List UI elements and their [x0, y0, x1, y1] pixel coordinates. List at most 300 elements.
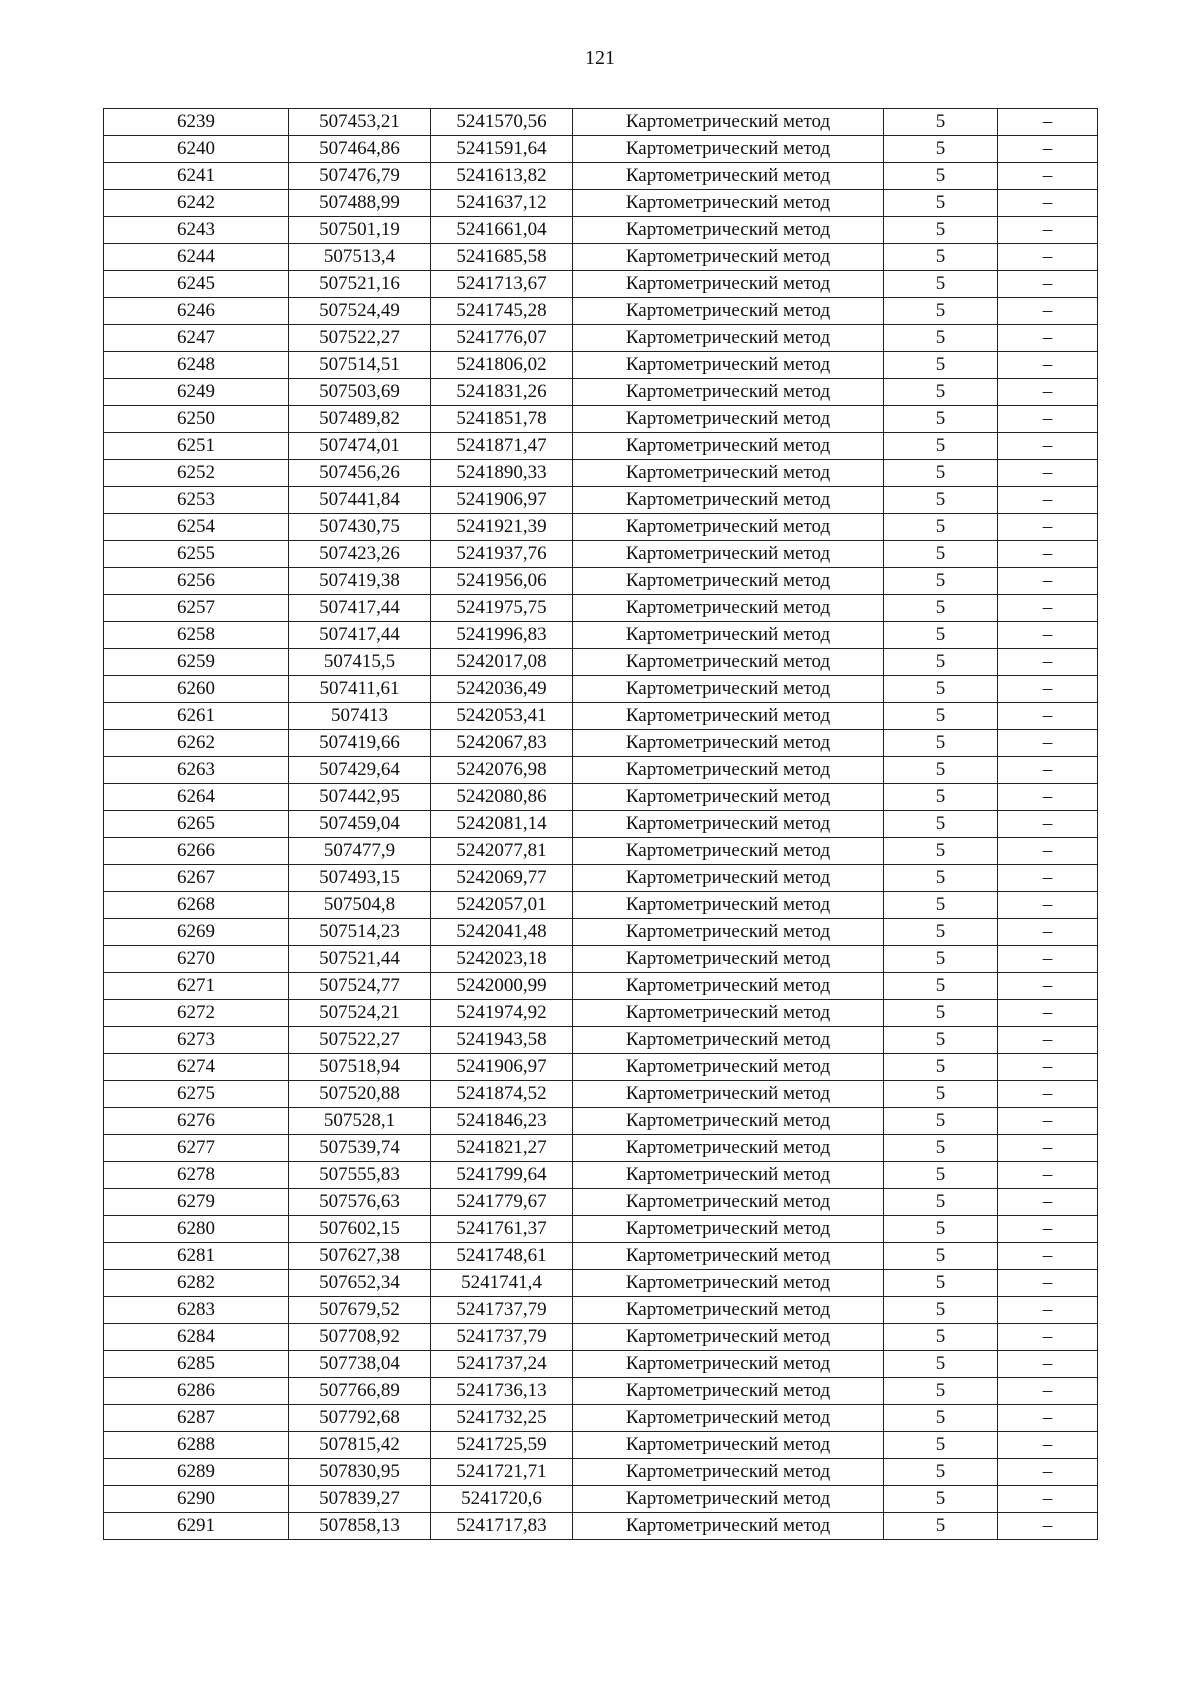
point-number-cell: 6268	[104, 892, 289, 919]
table-row	[104, 1459, 1098, 1486]
point-number-cell: 6289	[104, 1459, 289, 1486]
point-number-cell: 6261	[104, 703, 289, 730]
note-cell: –	[998, 1486, 1098, 1513]
accuracy-cell: 5	[884, 1513, 998, 1540]
x-coordinate-cell: 507830,95	[289, 1459, 431, 1486]
method-cell: Картометрический метод	[573, 190, 884, 217]
method-cell: Картометрический метод	[573, 352, 884, 379]
note-cell: –	[998, 1108, 1098, 1135]
x-coordinate-cell: 507417,44	[289, 595, 431, 622]
y-coordinate-cell: 5242057,01	[431, 892, 573, 919]
y-coordinate-cell: 5241974,92	[431, 1000, 573, 1027]
method-cell: Картометрический метод	[573, 649, 884, 676]
x-coordinate-cell: 507430,75	[289, 514, 431, 541]
x-coordinate-cell: 507453,21	[289, 109, 431, 136]
note-cell: –	[998, 568, 1098, 595]
point-number-cell: 6253	[104, 487, 289, 514]
table-row	[104, 541, 1098, 568]
y-coordinate-cell: 5241821,27	[431, 1135, 573, 1162]
point-number-cell: 6243	[104, 217, 289, 244]
y-coordinate-cell: 5241732,25	[431, 1405, 573, 1432]
table-row	[104, 1243, 1098, 1270]
y-coordinate-cell: 5241761,37	[431, 1216, 573, 1243]
note-cell: –	[998, 676, 1098, 703]
method-cell: Картометрический метод	[573, 1486, 884, 1513]
note-cell: –	[998, 163, 1098, 190]
y-coordinate-cell: 5242017,08	[431, 649, 573, 676]
method-cell: Картометрический метод	[573, 1081, 884, 1108]
table-row	[104, 1108, 1098, 1135]
method-cell: Картометрический метод	[573, 1108, 884, 1135]
table-row	[104, 973, 1098, 1000]
x-coordinate-cell: 507489,82	[289, 406, 431, 433]
x-coordinate-cell: 507477,9	[289, 838, 431, 865]
x-coordinate-cell: 507708,92	[289, 1324, 431, 1351]
note-cell: –	[998, 352, 1098, 379]
y-coordinate-cell: 5241890,33	[431, 460, 573, 487]
x-coordinate-cell: 507815,42	[289, 1432, 431, 1459]
x-coordinate-cell: 507504,8	[289, 892, 431, 919]
y-coordinate-cell: 5241741,4	[431, 1270, 573, 1297]
y-coordinate-cell: 5241779,67	[431, 1189, 573, 1216]
note-cell: –	[998, 1054, 1098, 1081]
method-cell: Картометрический метод	[573, 1459, 884, 1486]
note-cell: –	[998, 1135, 1098, 1162]
method-cell: Картометрический метод	[573, 730, 884, 757]
y-coordinate-cell: 5241737,79	[431, 1297, 573, 1324]
note-cell: –	[998, 730, 1098, 757]
point-number-cell: 6240	[104, 136, 289, 163]
y-coordinate-cell: 5241591,64	[431, 136, 573, 163]
point-number-cell: 6279	[104, 1189, 289, 1216]
table-row	[104, 1081, 1098, 1108]
method-cell: Картометрический метод	[573, 1297, 884, 1324]
method-cell: Картометрический метод	[573, 892, 884, 919]
method-cell: Картометрический метод	[573, 244, 884, 271]
method-cell: Картометрический метод	[573, 163, 884, 190]
method-cell: Картометрический метод	[573, 109, 884, 136]
accuracy-cell: 5	[884, 1459, 998, 1486]
x-coordinate-cell: 507442,95	[289, 784, 431, 811]
x-coordinate-cell: 507429,64	[289, 757, 431, 784]
x-coordinate-cell: 507528,1	[289, 1108, 431, 1135]
method-cell: Картометрический метод	[573, 460, 884, 487]
note-cell: –	[998, 298, 1098, 325]
y-coordinate-cell: 5241906,97	[431, 487, 573, 514]
x-coordinate-cell: 507474,01	[289, 433, 431, 460]
accuracy-cell: 5	[884, 1027, 998, 1054]
accuracy-cell: 5	[884, 1351, 998, 1378]
table-row	[104, 1351, 1098, 1378]
table-row	[104, 136, 1098, 163]
method-cell: Картометрический метод	[573, 271, 884, 298]
point-number-cell: 6266	[104, 838, 289, 865]
y-coordinate-cell: 5242080,86	[431, 784, 573, 811]
method-cell: Картометрический метод	[573, 1432, 884, 1459]
note-cell: –	[998, 1378, 1098, 1405]
x-coordinate-cell: 507503,69	[289, 379, 431, 406]
point-number-cell: 6248	[104, 352, 289, 379]
x-coordinate-cell: 507514,51	[289, 352, 431, 379]
point-number-cell: 6252	[104, 460, 289, 487]
method-cell: Картометрический метод	[573, 217, 884, 244]
table-row	[104, 460, 1098, 487]
point-number-cell: 6280	[104, 1216, 289, 1243]
method-cell: Картометрический метод	[573, 406, 884, 433]
x-coordinate-cell: 507679,52	[289, 1297, 431, 1324]
y-coordinate-cell: 5242000,99	[431, 973, 573, 1000]
table-row	[104, 1054, 1098, 1081]
x-coordinate-cell: 507521,44	[289, 946, 431, 973]
table-row	[104, 703, 1098, 730]
accuracy-cell: 5	[884, 757, 998, 784]
y-coordinate-cell: 5241996,83	[431, 622, 573, 649]
note-cell: –	[998, 190, 1098, 217]
note-cell: –	[998, 946, 1098, 973]
accuracy-cell: 5	[884, 892, 998, 919]
x-coordinate-cell: 507419,38	[289, 568, 431, 595]
note-cell: –	[998, 1027, 1098, 1054]
y-coordinate-cell: 5242077,81	[431, 838, 573, 865]
point-number-cell: 6257	[104, 595, 289, 622]
point-number-cell: 6254	[104, 514, 289, 541]
accuracy-cell: 5	[884, 298, 998, 325]
table-row	[104, 487, 1098, 514]
accuracy-cell: 5	[884, 649, 998, 676]
method-cell: Картометрический метод	[573, 568, 884, 595]
table-row	[104, 838, 1098, 865]
point-number-cell: 6249	[104, 379, 289, 406]
method-cell: Картометрический метод	[573, 1216, 884, 1243]
x-coordinate-cell: 507524,49	[289, 298, 431, 325]
y-coordinate-cell: 5241921,39	[431, 514, 573, 541]
note-cell: –	[998, 1513, 1098, 1540]
method-cell: Картометрический метод	[573, 1324, 884, 1351]
accuracy-cell: 5	[884, 622, 998, 649]
table-row	[104, 595, 1098, 622]
table-row	[104, 1135, 1098, 1162]
table-row	[104, 1432, 1098, 1459]
method-cell: Картометрический метод	[573, 1000, 884, 1027]
accuracy-cell: 5	[884, 1324, 998, 1351]
table-row	[104, 1513, 1098, 1540]
method-cell: Картометрический метод	[573, 1405, 884, 1432]
y-coordinate-cell: 5241937,76	[431, 541, 573, 568]
table-row	[104, 1189, 1098, 1216]
method-cell: Картометрический метод	[573, 919, 884, 946]
point-number-cell: 6281	[104, 1243, 289, 1270]
note-cell: –	[998, 1459, 1098, 1486]
method-cell: Картометрический метод	[573, 865, 884, 892]
y-coordinate-cell: 5241975,75	[431, 595, 573, 622]
method-cell: Картометрический метод	[573, 325, 884, 352]
accuracy-cell: 5	[884, 811, 998, 838]
page-number: 121	[585, 47, 615, 69]
method-cell: Картометрический метод	[573, 136, 884, 163]
table-row	[104, 325, 1098, 352]
x-coordinate-cell: 507488,99	[289, 190, 431, 217]
x-coordinate-cell: 507411,61	[289, 676, 431, 703]
x-coordinate-cell: 507858,13	[289, 1513, 431, 1540]
point-number-cell: 6246	[104, 298, 289, 325]
method-cell: Картометрический метод	[573, 379, 884, 406]
table-row	[104, 379, 1098, 406]
y-coordinate-cell: 5242067,83	[431, 730, 573, 757]
accuracy-cell: 5	[884, 595, 998, 622]
table-row	[104, 1027, 1098, 1054]
accuracy-cell: 5	[884, 1162, 998, 1189]
table-row	[104, 1486, 1098, 1513]
x-coordinate-cell: 507766,89	[289, 1378, 431, 1405]
table-row	[104, 1000, 1098, 1027]
x-coordinate-cell: 507518,94	[289, 1054, 431, 1081]
point-number-cell: 6272	[104, 1000, 289, 1027]
accuracy-cell: 5	[884, 1081, 998, 1108]
x-coordinate-cell: 507522,27	[289, 325, 431, 352]
method-cell: Картометрический метод	[573, 514, 884, 541]
accuracy-cell: 5	[884, 919, 998, 946]
x-coordinate-cell: 507513,4	[289, 244, 431, 271]
table-row	[104, 406, 1098, 433]
note-cell: –	[998, 1324, 1098, 1351]
y-coordinate-cell: 5241906,97	[431, 1054, 573, 1081]
note-cell: –	[998, 514, 1098, 541]
method-cell: Картометрический метод	[573, 838, 884, 865]
x-coordinate-cell: 507476,79	[289, 163, 431, 190]
y-coordinate-cell: 5241776,07	[431, 325, 573, 352]
note-cell: –	[998, 271, 1098, 298]
point-number-cell: 6251	[104, 433, 289, 460]
table-row	[104, 892, 1098, 919]
x-coordinate-cell: 507522,27	[289, 1027, 431, 1054]
x-coordinate-cell: 507555,83	[289, 1162, 431, 1189]
method-cell: Картометрический метод	[573, 757, 884, 784]
y-coordinate-cell: 5241736,13	[431, 1378, 573, 1405]
table-row	[104, 676, 1098, 703]
y-coordinate-cell: 5241717,83	[431, 1513, 573, 1540]
accuracy-cell: 5	[884, 460, 998, 487]
note-cell: –	[998, 244, 1098, 271]
table-row	[104, 217, 1098, 244]
x-coordinate-cell: 507415,5	[289, 649, 431, 676]
note-cell: –	[998, 406, 1098, 433]
method-cell: Картометрический метод	[573, 1189, 884, 1216]
note-cell: –	[998, 1189, 1098, 1216]
accuracy-cell: 5	[884, 514, 998, 541]
table-row	[104, 244, 1098, 271]
note-cell: –	[998, 973, 1098, 1000]
y-coordinate-cell: 5242076,98	[431, 757, 573, 784]
table-row	[104, 730, 1098, 757]
point-number-cell: 6241	[104, 163, 289, 190]
y-coordinate-cell: 5241871,47	[431, 433, 573, 460]
x-coordinate-cell: 507419,66	[289, 730, 431, 757]
note-cell: –	[998, 838, 1098, 865]
note-cell: –	[998, 460, 1098, 487]
point-number-cell: 6270	[104, 946, 289, 973]
note-cell: –	[998, 784, 1098, 811]
point-number-cell: 6274	[104, 1054, 289, 1081]
accuracy-cell: 5	[884, 163, 998, 190]
y-coordinate-cell: 5241661,04	[431, 217, 573, 244]
table-row	[104, 568, 1098, 595]
accuracy-cell: 5	[884, 703, 998, 730]
y-coordinate-cell: 5242081,14	[431, 811, 573, 838]
x-coordinate-cell: 507521,16	[289, 271, 431, 298]
point-number-cell: 6278	[104, 1162, 289, 1189]
accuracy-cell: 5	[884, 1216, 998, 1243]
y-coordinate-cell: 5241721,71	[431, 1459, 573, 1486]
point-number-cell: 6247	[104, 325, 289, 352]
method-cell: Картометрический метод	[573, 1351, 884, 1378]
y-coordinate-cell: 5242041,48	[431, 919, 573, 946]
accuracy-cell: 5	[884, 217, 998, 244]
accuracy-cell: 5	[884, 865, 998, 892]
table-row	[104, 757, 1098, 784]
x-coordinate-cell: 507792,68	[289, 1405, 431, 1432]
accuracy-cell: 5	[884, 1054, 998, 1081]
x-coordinate-cell: 507738,04	[289, 1351, 431, 1378]
accuracy-cell: 5	[884, 271, 998, 298]
point-number-cell: 6284	[104, 1324, 289, 1351]
x-coordinate-cell: 507514,23	[289, 919, 431, 946]
note-cell: –	[998, 865, 1098, 892]
x-coordinate-cell: 507423,26	[289, 541, 431, 568]
note-cell: –	[998, 919, 1098, 946]
accuracy-cell: 5	[884, 1189, 998, 1216]
point-number-cell: 6245	[104, 271, 289, 298]
accuracy-cell: 5	[884, 1243, 998, 1270]
method-cell: Картометрический метод	[573, 1270, 884, 1297]
point-number-cell: 6269	[104, 919, 289, 946]
method-cell: Картометрический метод	[573, 973, 884, 1000]
accuracy-cell: 5	[884, 352, 998, 379]
note-cell: –	[998, 1081, 1098, 1108]
point-number-cell: 6291	[104, 1513, 289, 1540]
note-cell: –	[998, 1270, 1098, 1297]
y-coordinate-cell: 5241613,82	[431, 163, 573, 190]
x-coordinate-cell: 507652,34	[289, 1270, 431, 1297]
table-row	[104, 514, 1098, 541]
table-row	[104, 865, 1098, 892]
note-cell: –	[998, 1216, 1098, 1243]
method-cell: Картометрический метод	[573, 433, 884, 460]
table-row	[104, 190, 1098, 217]
method-cell: Картометрический метод	[573, 1027, 884, 1054]
x-coordinate-cell: 507459,04	[289, 811, 431, 838]
method-cell: Картометрический метод	[573, 1162, 884, 1189]
table-row	[104, 946, 1098, 973]
note-cell: –	[998, 1405, 1098, 1432]
point-number-cell: 6256	[104, 568, 289, 595]
point-number-cell: 6290	[104, 1486, 289, 1513]
method-cell: Картометрический метод	[573, 1135, 884, 1162]
method-cell: Картометрический метод	[573, 622, 884, 649]
table-row	[104, 163, 1098, 190]
y-coordinate-cell: 5241570,56	[431, 109, 573, 136]
x-coordinate-cell: 507520,88	[289, 1081, 431, 1108]
point-number-cell: 6285	[104, 1351, 289, 1378]
accuracy-cell: 5	[884, 1486, 998, 1513]
accuracy-cell: 5	[884, 379, 998, 406]
note-cell: –	[998, 217, 1098, 244]
point-number-cell: 6273	[104, 1027, 289, 1054]
accuracy-cell: 5	[884, 487, 998, 514]
coordinates-table-body	[104, 109, 1098, 1540]
note-cell: –	[998, 379, 1098, 406]
method-cell: Картометрический метод	[573, 595, 884, 622]
note-cell: –	[998, 1243, 1098, 1270]
note-cell: –	[998, 1162, 1098, 1189]
y-coordinate-cell: 5241737,24	[431, 1351, 573, 1378]
accuracy-cell: 5	[884, 784, 998, 811]
point-number-cell: 6244	[104, 244, 289, 271]
y-coordinate-cell: 5242069,77	[431, 865, 573, 892]
method-cell: Картометрический метод	[573, 541, 884, 568]
x-coordinate-cell: 507524,21	[289, 1000, 431, 1027]
note-cell: –	[998, 811, 1098, 838]
y-coordinate-cell: 5241943,58	[431, 1027, 573, 1054]
y-coordinate-cell: 5241745,28	[431, 298, 573, 325]
method-cell: Картометрический метод	[573, 1513, 884, 1540]
accuracy-cell: 5	[884, 325, 998, 352]
method-cell: Картометрический метод	[573, 784, 884, 811]
y-coordinate-cell: 5241874,52	[431, 1081, 573, 1108]
accuracy-cell: 5	[884, 946, 998, 973]
accuracy-cell: 5	[884, 109, 998, 136]
table-row	[104, 1216, 1098, 1243]
table-row	[104, 649, 1098, 676]
table-row	[104, 811, 1098, 838]
y-coordinate-cell: 5241737,79	[431, 1324, 573, 1351]
y-coordinate-cell: 5241725,59	[431, 1432, 573, 1459]
point-number-cell: 6277	[104, 1135, 289, 1162]
method-cell: Картометрический метод	[573, 1378, 884, 1405]
y-coordinate-cell: 5241637,12	[431, 190, 573, 217]
table-row	[104, 1270, 1098, 1297]
method-cell: Картометрический метод	[573, 298, 884, 325]
accuracy-cell: 5	[884, 1270, 998, 1297]
method-cell: Картометрический метод	[573, 487, 884, 514]
y-coordinate-cell: 5241831,26	[431, 379, 573, 406]
accuracy-cell: 5	[884, 730, 998, 757]
note-cell: –	[998, 325, 1098, 352]
y-coordinate-cell: 5242053,41	[431, 703, 573, 730]
accuracy-cell: 5	[884, 1432, 998, 1459]
y-coordinate-cell: 5241956,06	[431, 568, 573, 595]
point-number-cell: 6265	[104, 811, 289, 838]
point-number-cell: 6267	[104, 865, 289, 892]
table-row	[104, 1162, 1098, 1189]
table-row	[104, 1378, 1098, 1405]
accuracy-cell: 5	[884, 676, 998, 703]
note-cell: –	[998, 757, 1098, 784]
note-cell: –	[998, 541, 1098, 568]
point-number-cell: 6286	[104, 1378, 289, 1405]
x-coordinate-cell: 507441,84	[289, 487, 431, 514]
x-coordinate-cell: 507602,15	[289, 1216, 431, 1243]
accuracy-cell: 5	[884, 433, 998, 460]
x-coordinate-cell: 507417,44	[289, 622, 431, 649]
point-number-cell: 6263	[104, 757, 289, 784]
x-coordinate-cell: 507413	[289, 703, 431, 730]
accuracy-cell: 5	[884, 973, 998, 1000]
table-row	[104, 784, 1098, 811]
x-coordinate-cell: 507627,38	[289, 1243, 431, 1270]
table-row	[104, 433, 1098, 460]
point-number-cell: 6255	[104, 541, 289, 568]
table-row	[104, 1405, 1098, 1432]
